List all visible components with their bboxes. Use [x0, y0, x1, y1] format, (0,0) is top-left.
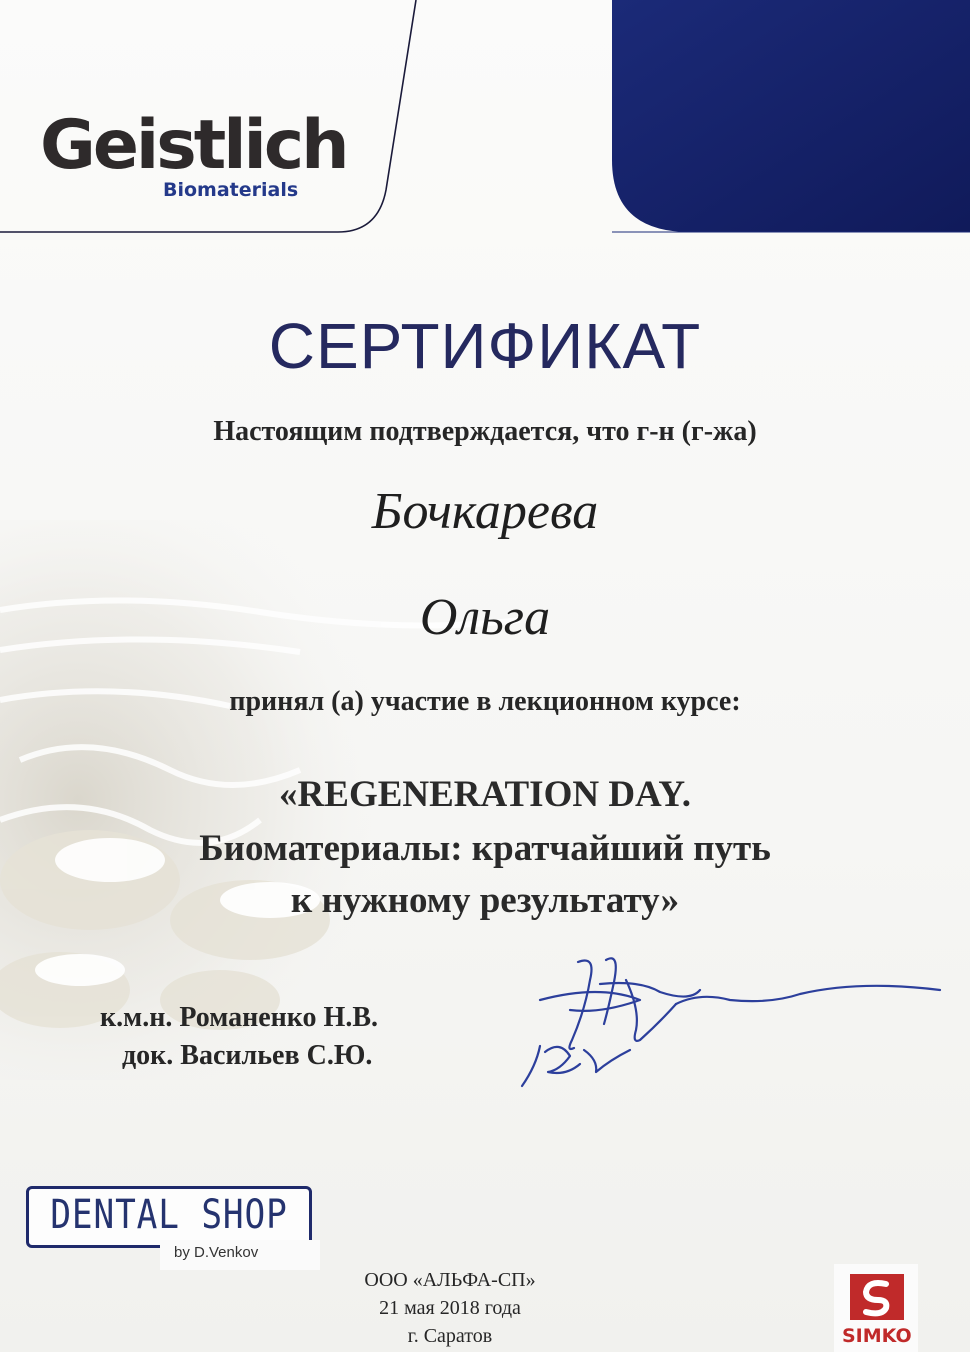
course-title-line-3: к нужному результату»	[290, 880, 680, 921]
dental-shop-logo	[26, 1186, 312, 1248]
footer-date: 21 мая 2018 года	[379, 1297, 521, 1319]
intro-line: Настоящим подтверждается, что г-н (г-жа)	[213, 416, 757, 447]
simko-logo-text: SIMKO	[842, 1325, 912, 1347]
geistlich-logo-text: Geistlich	[40, 106, 347, 185]
lecturer-1: к.м.н. Романенко Н.В.	[100, 1002, 379, 1033]
dental-shop-byline: by D.Venkov	[174, 1244, 259, 1261]
course-title-line-1: «REGENERATION DAY.	[279, 774, 691, 815]
biomaterials-logo-text: Biomaterials	[163, 179, 299, 201]
lecturer-2: док. Васильев С.Ю.	[122, 1040, 373, 1071]
footer-city: г. Саратов	[407, 1325, 493, 1347]
certificate-title: СЕРТИФИКАТ	[268, 310, 702, 382]
recipient-surname: Бочкарева	[371, 483, 599, 540]
footer-company: ООО «АЛЬФА-СП»	[364, 1269, 536, 1291]
participation-line: принял (а) участие в лекционном курсе:	[229, 686, 741, 717]
simko-logo-icon	[848, 1272, 906, 1322]
dental-shop-logo-text: DENTAL SHOP	[50, 1192, 288, 1238]
recipient-first-name: Ольга	[419, 589, 551, 646]
course-title-line-2: Биоматериалы: кратчайший путь	[199, 828, 771, 869]
